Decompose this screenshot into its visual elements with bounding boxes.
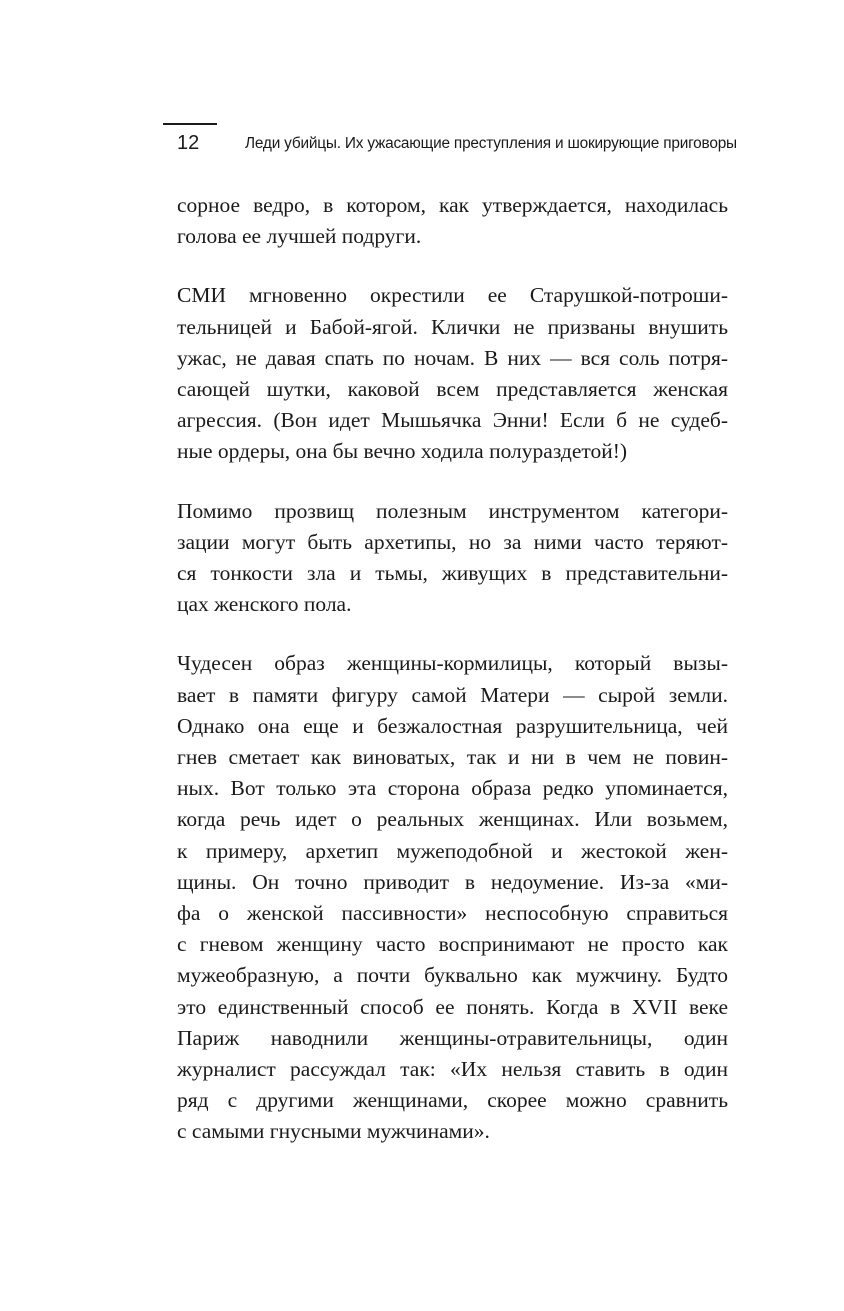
text-line: журналист рассуждал так: «Их нельзя ставить в один [177,1057,728,1082]
text-line: тельницей и Бабой-ягой. Клички не призваны внушить [177,314,728,339]
paragraph [177,190,728,252]
text-line: с гневом женщину часто воспринимают не просто как [177,932,728,957]
text-line: мужеобразную, а почти буквально как мужчину. Будто [177,963,728,988]
text-line: это единственный способ ее понять. Когда в XVII веке [177,994,728,1019]
page-number: 12 [177,132,200,154]
text-line: с самыми гнусными мужчинами». [177,1119,490,1144]
text-line: вает в памяти фигуру самой Матери — сырой земли. [177,682,728,707]
text-line: голова ее лучшей подруги. [177,224,422,249]
text-line: фа о женской пассивности» неспособную справиться [177,901,728,926]
text-line: Помимо прозвищ полезным инструментом категори- [177,498,728,523]
text-line: сающей шутки, каковой всем представляется женская [177,377,728,402]
text-line: к примеру, архетип мужеподобной и жестокой жен- [177,838,728,863]
text-line: Однако она еще и безжалостная разрушительница, чей [177,713,728,738]
text-line: щины. Он точно приводит в недоумение. Из-за «ми- [177,869,728,894]
text-line: зации могут быть архетипы, но за ними часто теряют- [177,529,728,554]
paragraph [177,496,728,621]
text-line: ужас, не давая спать по ночам. В них — вся соль потря- [177,345,728,370]
text-line: ных. Вот только эта сторона образа редко упоминается, [177,776,728,801]
paragraph [177,648,728,1147]
text-line: ные ордеры, она бы вечно ходила полураздетой!) [177,439,628,464]
text-line: когда речь идет о реальных женщинах. Или возьмем, [177,807,728,832]
header-rule [163,123,217,125]
paragraph [177,280,728,467]
running-title: Леди убийцы. Их ужасающие преступления и шокирующие приговоры [245,135,737,152]
text-line: цах женского пола. [177,592,352,617]
text-line: ся тонкости зла и тьмы, живущих в представительни- [177,561,728,586]
text-line: СМИ мгновенно окрестили ее Старушкой-потроши- [177,283,728,308]
text-line: сорное ведро, в котором, как утверждается, находилась [177,193,728,217]
text-line: ряд с другими женщинами, скорее можно сравнить [177,1088,728,1113]
text-line: Париж наводнили женщины-отравительницы, один [177,1025,728,1050]
text-line: Чудесен образ женщины-кормилицы, который вызы- [177,651,728,676]
text-line: агрессия. (Вон идет Мышьячка Энни! Если б не судеб- [177,408,728,433]
text-line: гнев сметает как виноватых, так и ни в чем не повин- [177,745,728,770]
body-text [177,190,728,1176]
